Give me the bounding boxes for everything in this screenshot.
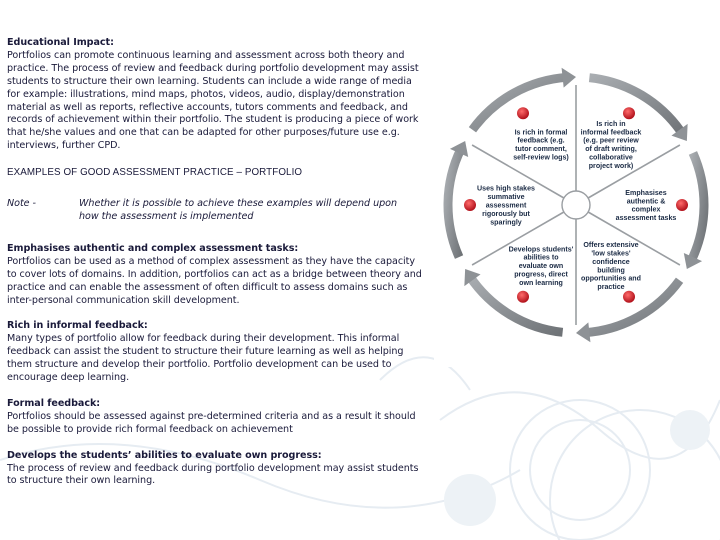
- arrow-head-icon: [562, 68, 576, 88]
- section-body: The process of review and feedback during portfolio development may assist students to structure their own learning.: [7, 462, 419, 487]
- segment-label-line: informal feedback: [580, 128, 642, 137]
- section-heading: Develops the students’ abilities to evaluate own progress:: [7, 449, 322, 461]
- segment-label-line: of draft writing,: [585, 145, 637, 154]
- segment-label-line: Develops students': [508, 245, 574, 254]
- red-dot-icon: [464, 199, 476, 211]
- segment-label-line: complex: [631, 205, 661, 214]
- red-dot-icon: [517, 107, 529, 119]
- segment-label-line: Is rich in: [596, 119, 626, 128]
- text-column: [7, 37, 427, 488]
- segment-label: [616, 189, 677, 222]
- segment-label-line: summative: [487, 193, 525, 202]
- assessment-cycle-diagram: [434, 45, 720, 367]
- segment-label-line: evaluate own: [518, 262, 564, 271]
- segment-label-line: abilities to: [523, 253, 559, 262]
- segment-label: [513, 128, 569, 161]
- hub-circle: [562, 191, 590, 219]
- note-text: Whether it is possible to achieve these examples will depend upon how the assessment is implemented: [79, 198, 398, 222]
- segment-label-line: Emphasises: [625, 188, 667, 197]
- educational-impact-body: Portfolios can promote continuous learning and assessment across both theory and practice. The process of review and feedback during portfolio development may assist students to structure their own learning. Students can include a wide range of media for example: illustrations, mind maps, photos, videos, audio, display/demonstration material as well as reports, reflective accounts, tutors comments and feedback, and records of achievement within their portfolio. The student is producing a piece of work that he/she values and one that can be adapted for other purposes/future use e.g. interviews, further CPD.: [7, 49, 419, 152]
- segment-label: [477, 185, 535, 227]
- segment-label-line: building: [597, 266, 625, 275]
- segment-label: [581, 120, 642, 170]
- segment-label-line: authentic &: [626, 197, 666, 206]
- segment-label-line: practice: [597, 283, 625, 292]
- ring-arc: [691, 153, 704, 261]
- segment-label-line: rigorously but: [482, 209, 530, 218]
- red-dot-icon: [676, 199, 688, 211]
- note-label: Note -: [7, 198, 36, 210]
- segment-label-line: progress, direct: [514, 270, 568, 279]
- cycle-svg: [434, 45, 720, 367]
- segment-label-line: tutor comment,: [515, 145, 567, 154]
- ring-arc: [472, 77, 567, 129]
- segment-label-line: own learning: [519, 278, 563, 287]
- segment-label-line: assessment: [485, 201, 527, 210]
- segment-label-line: opportunities and: [581, 274, 641, 283]
- section-heading: Rich in informal feedback:: [7, 320, 148, 332]
- section-body: Portfolios should be assessed against pre-determined criteria and as a result it should be possible to provide rich formal feedback on achievement: [7, 410, 416, 435]
- segment-label-line: feedback (e.g.: [517, 136, 565, 145]
- section-heading: Formal feedback:: [7, 397, 101, 409]
- segment-label-line: project work): [588, 161, 634, 170]
- segment-label-line: Uses high stakes: [477, 184, 535, 193]
- section-heading: Emphasises authentic and complex assessment tasks:: [7, 242, 299, 254]
- segment-label-line: Is rich in formal: [514, 128, 568, 137]
- segment-label-line: self-review logs): [513, 153, 569, 162]
- section-formal-feedback: [7, 398, 427, 437]
- segment-label-line: sparingly: [490, 218, 522, 227]
- section-body: Portfolios can be used as a method of complex assessment as they have the capacity to cover lots of domains. In addition, portfolios can act as a bridge between theory and practice and can enable the assessment of often difficult to assess domains such as inter-personal communication skill development.: [7, 255, 422, 306]
- red-dot-icon: [623, 107, 635, 119]
- section-body: Many types of portfolio allow for feedback during their development. This informal feedback can assist the student to structure their future learning as well as helping them structure and develop their portfolio. Portfolio development can be used to encourage deep learning.: [7, 333, 404, 384]
- section-authentic: [7, 243, 427, 308]
- red-dot-icon: [623, 291, 635, 303]
- red-dot-icon: [517, 291, 529, 303]
- note-row: [7, 198, 427, 224]
- arrow-head-icon: [576, 322, 590, 342]
- section-informal-feedback: [7, 320, 427, 385]
- segment-label-line: 'low stakes': [591, 249, 631, 258]
- segment-label: [509, 245, 574, 287]
- segment-label-line: assessment tasks: [615, 214, 677, 223]
- examples-heading: EXAMPLES OF GOOD ASSESSMENT PRACTICE – PORTFOLIO: [7, 167, 303, 179]
- segment-label-line: (e.g. peer review: [583, 136, 639, 145]
- section-evaluate-progress: [7, 450, 427, 489]
- ring-arc: [448, 149, 461, 257]
- segment-label-line: confidence: [592, 257, 630, 266]
- segment-label: [581, 241, 641, 291]
- educational-impact-heading: Educational Impact:: [7, 37, 114, 48]
- segment-label-line: Offers extensive: [583, 241, 639, 250]
- segment-label-line: collaborative: [589, 153, 633, 162]
